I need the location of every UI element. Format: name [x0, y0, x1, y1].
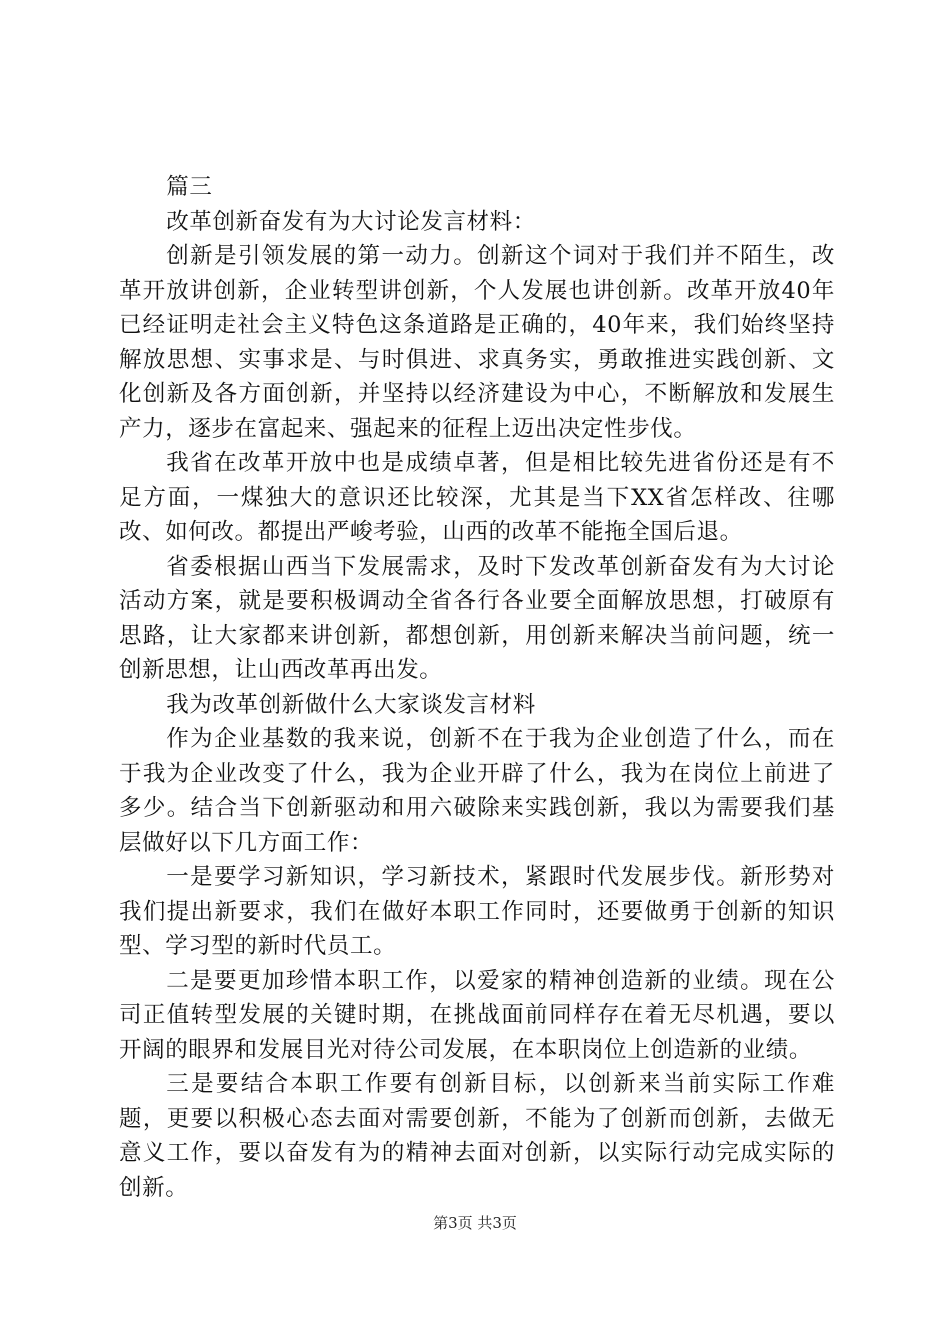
paragraph: 二是要更加珍惜本职工作，以爱家的精神创造新的业绩。现在公司正值转型发展的关键时期，在挑战面前同样存在着无尽机遇，要以开阔的眼界和发展目光对待公司发展，在本职岗位上创造新的业绩。: [119, 967, 835, 1063]
section-heading: 篇三: [166, 174, 213, 200]
paragraph: 作为企业基数的我来说，创新不在于我为企业创造了什么，而在于我为企业改变了什么，我为企业开辟了什么，我为在岗位上前进了多少。结合当下创新驱动和用六破除来实践创新，我以为需要我们基层做好以下几方面工作：: [119, 726, 835, 856]
page-number-footer: 第3页 共3页: [433, 1214, 517, 1232]
paragraph: 创新是引领发展的第一动力。创新这个词对于我们并不陌生，改革开放讲创新，企业转型讲创新，个人发展也讲创新。改革开放40年已经证明走社会主义特色这条道路是正确的，40年来，我们始终坚持解放思想、实事求是、与时俱进、求真务实，勇敢推进实践创新、文化创新及各方面创新，并坚持以经济建设为中心，不断解放和发展生产力，逐步在富起来、强起来的征程上迈出决定性步伐。: [119, 243, 835, 442]
document-title: 改革创新奋发有为大讨论发言材料：: [166, 208, 536, 235]
paragraph: 一是要学习新知识，学习新技术，紧跟时代发展步伐。新形势对我们提出新要求，我们在做好本职工作同时，还要做勇于创新的知识型、学习型的新时代员工。: [119, 864, 835, 959]
paragraph: 三是要结合本职工作要有创新目标，以创新来当前实际工作难题，更要以积极心态去面对需要创新，不能为了创新而创新，去做无意义工作，要以奋发有为的精神去面对创新，以实际行动完成实际的创新。: [119, 1071, 835, 1201]
document-body: [119, 170, 835, 1205]
subheading: 我为改革创新做什么大家谈发言材料: [166, 691, 536, 718]
paragraph: 省委根据山西当下发展需求，及时下发改革创新奋发有为大讨论活动方案，就是要积极调动全省各行各业要全面解放思想，打破原有思路，让大家都来讲创新，都想创新，用创新来解决当前问题，统一创新思想，让山西改革再出发。: [119, 553, 835, 683]
paragraph: 我省在改革开放中也是成绩卓著，但是相比较先进省份还是有不足方面，一煤独大的意识还比较深，尤其是当下XX省怎样改、往哪改、如何改。都提出严峻考验，山西的改革不能拖全国后退。: [119, 450, 835, 545]
